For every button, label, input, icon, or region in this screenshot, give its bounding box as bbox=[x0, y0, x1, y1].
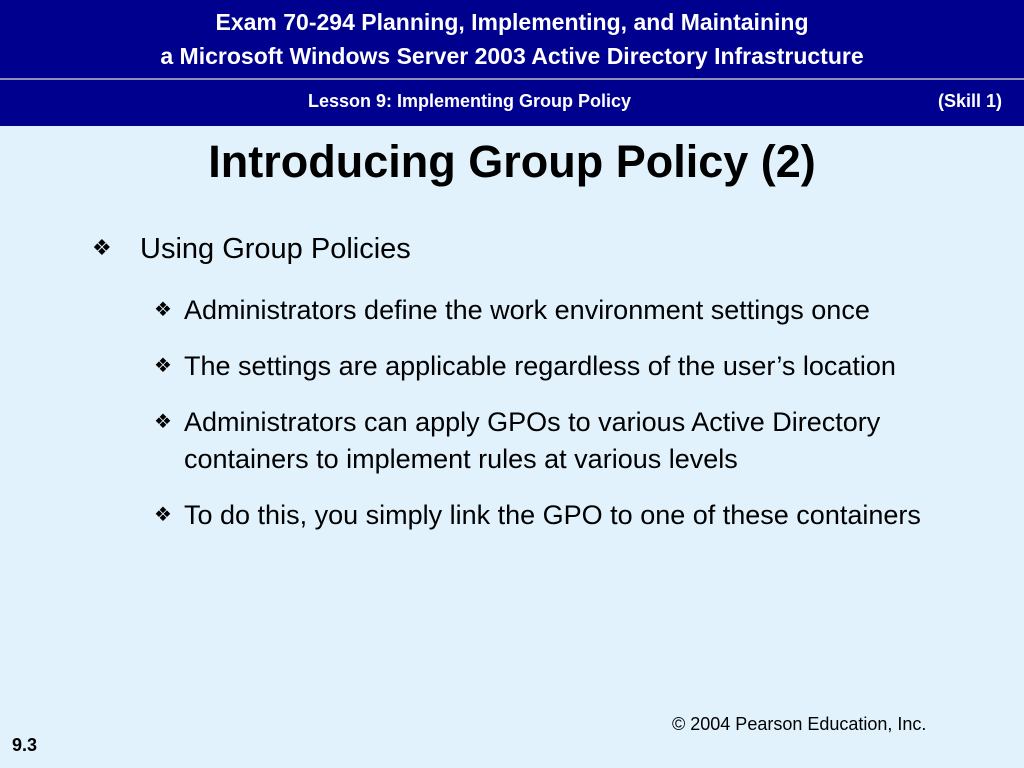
sub-bullet-text: Administrators define the work environment settings once bbox=[184, 295, 870, 325]
sub-bullet bbox=[154, 292, 1004, 329]
lesson-title: Lesson 9: Implementing Group Policy bbox=[308, 91, 632, 111]
slide-title: Introducing Group Policy (2) bbox=[208, 136, 816, 187]
skill-label: (Skill 1) bbox=[937, 91, 1002, 111]
sub-bullet-text: The settings are applicable regardless of the user’s location bbox=[184, 351, 896, 381]
sub-bullet bbox=[154, 404, 1004, 478]
sub-bullet-text: To do this, you simply link the GPO to one of these containers bbox=[184, 500, 921, 530]
exam-title-banner bbox=[0, 0, 1024, 78]
slide-number: 9.3 bbox=[12, 735, 38, 755]
lesson-banner bbox=[0, 80, 1024, 126]
exam-title-line-1: Exam 70-294 Planning, Implementing, and Maintaining bbox=[215, 9, 809, 35]
sub-bullet bbox=[154, 348, 1004, 385]
sub-bullet-text: Administrators can apply GPOs to various Active Directory containers to implement rules at various levels bbox=[184, 407, 881, 474]
main-bullet bbox=[92, 233, 411, 266]
diamond-bullet-icon: ❖ bbox=[154, 299, 172, 321]
exam-title-line-2: a Microsoft Windows Server 2003 Active Directory Infrastructure bbox=[160, 43, 864, 69]
sub-bullet bbox=[154, 497, 1004, 534]
sub-bullet-list bbox=[154, 292, 1004, 553]
diamond-bullet-icon: ❖ bbox=[154, 504, 172, 526]
diamond-bullet-icon: ❖ bbox=[154, 355, 172, 377]
diamond-bullet-icon: ❖ bbox=[154, 411, 172, 433]
main-bullet-text: Using Group Policies bbox=[140, 233, 411, 265]
copyright-notice: © 2004 Pearson Education, Inc. bbox=[672, 714, 927, 734]
diamond-bullet-icon: ❖ bbox=[92, 235, 112, 260]
